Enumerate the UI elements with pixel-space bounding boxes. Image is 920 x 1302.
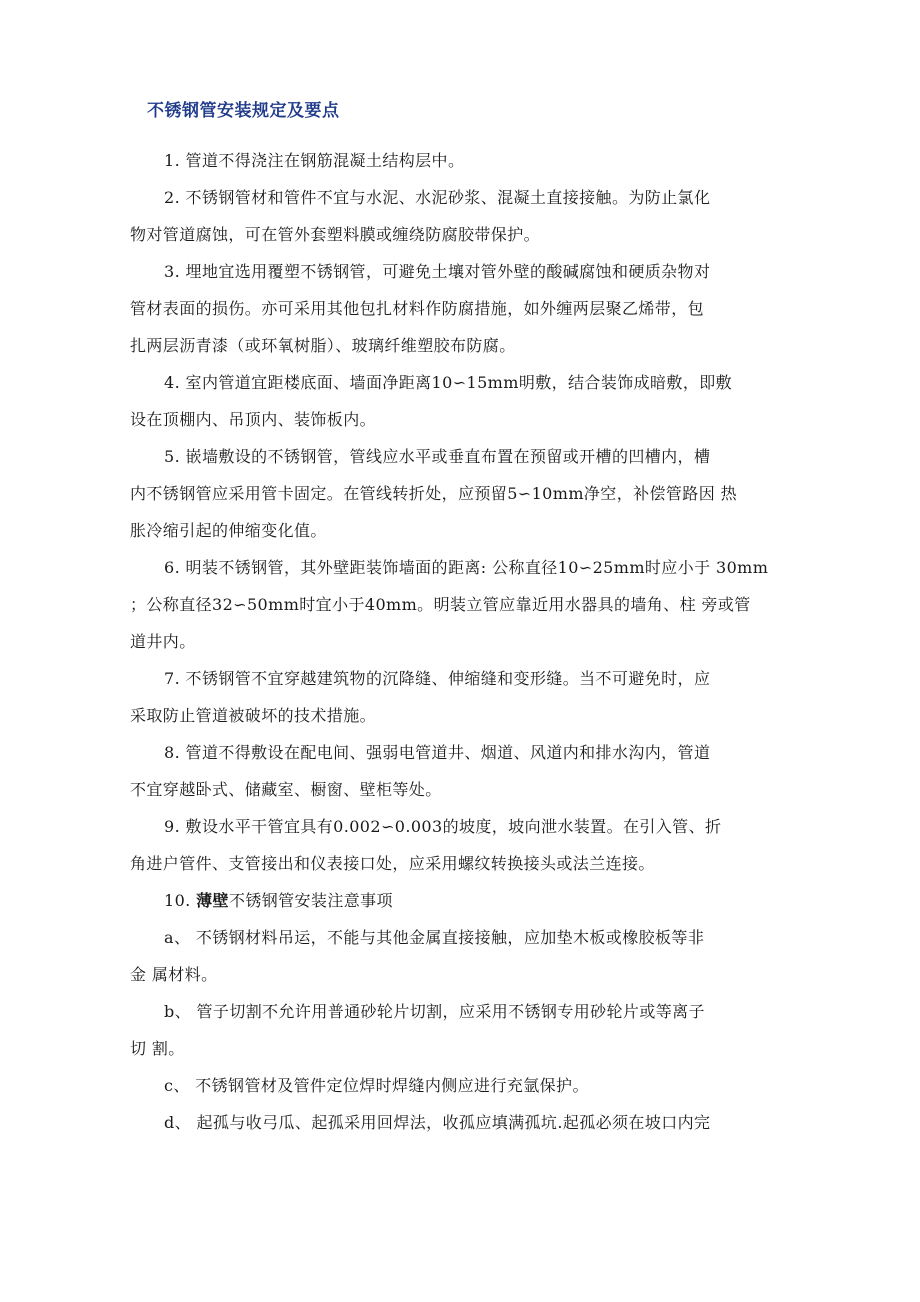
paragraph-line: a、 不锈钢材料吊运，不能与其他金属直接接触，应加垫木板或橡胶板等非: [164, 928, 705, 947]
paragraph-line: 2. 不锈钢管材和管件不宜与水泥、水泥砂浆、混凝土直接接触。为防止氯化: [164, 188, 711, 207]
paragraph-line: c、 不锈钢管材及管件定位焊时焊缝内侧应进行充氩保护。: [164, 1076, 589, 1095]
paragraph-line: 6. 明装不锈钢管，其外壁距装饰墙面的距离: 公称直径10∽25mm时应小于 30mm: [164, 558, 769, 577]
paragraph-line: 管材表面的损伤。亦可采用其他包扎材料作防腐措施，如外缠两层聚乙烯带，包: [130, 299, 705, 318]
item-10-bold-word: 薄壁: [196, 891, 229, 910]
paragraph-line: d、 起孤与收弓瓜、起孤采用回焊法，收孤应填满孤坑.起孤必须在坡口内完: [164, 1113, 711, 1132]
paragraph-line: 3. 埋地宜选用覆塑不锈钢管，可避免土壤对管外壁的酸碱腐蚀和硬质杂物对: [164, 262, 711, 281]
paragraph-line: 不宜穿越卧式、储藏室、橱窗、壁柜等处。: [130, 780, 442, 799]
paragraph-line: 切 割。: [130, 1039, 185, 1058]
paragraph-line: ；公称直径32∽50mm时宜小于40mm。明装立管应靠近用水器具的墙角、柱 旁或管: [130, 595, 751, 614]
paragraph-line: 角进户管件、支管接出和仪表接口处，应采用螺纹转换接头或法兰连接。: [130, 854, 655, 873]
paragraph-line: 1. 管道不得浇注在钢筋混凝土结构层中。: [164, 151, 465, 170]
paragraph-line: 4. 室内管道宜距楼底面、墙面净距离10∽15mm明敷，结合装饰成暗敷，即敷: [164, 373, 733, 392]
paragraph-line: 金 属材料。: [130, 965, 218, 984]
paragraph-line: 8. 管道不得敷设在配电间、强弱电管道井、烟道、风道内和排水沟内，管道: [164, 743, 711, 762]
paragraph-line: 道井内。: [130, 632, 196, 651]
document-title: 不锈钢管安装规定及要点: [147, 101, 340, 121]
paragraph-line: 胀冷缩引起的伸缩变化值。: [130, 521, 327, 540]
paragraph-line: 采取防止管道被破坏的技术措施。: [130, 706, 377, 725]
paragraph-line: b、 管子切割不允许用普通砂轮片切割，应采用不锈钢专用砂轮片或等离子: [164, 1002, 705, 1021]
item-10-heading: [164, 891, 393, 911]
paragraph-line: 物对管道腐蚀，可在管外套塑料膜或缠绕防腐胶带保护。: [130, 225, 541, 244]
paragraph-line: 7. 不锈钢管不宜穿越建筑物的沉降缝、伸缩缝和变形缝。当不可避免时，应: [164, 669, 711, 688]
paragraph-line: 9. 敷设水平干管宜具有0.002∽0.003的坡度，坡向泄水装置。在引入管、折: [164, 817, 722, 836]
paragraph-line: 扎两层沥青漆（或环氧树脂）、玻璃纤维塑胶布防腐。: [130, 336, 516, 355]
item-10-number: 10.: [164, 891, 197, 910]
paragraph-line: 5. 嵌墙敷设的不锈钢管，管线应水平或垂直布置在预留或开槽的凹槽内，槽: [164, 447, 711, 466]
paragraph-line: 内不锈钢管应采用管卡固定。在管线转折处，应预留5∽10mm净空，补偿管路因 热: [130, 484, 737, 503]
paragraph-line: 设在顶棚内、吊顶内、装饰板内。: [130, 410, 377, 429]
item-10-text: 不锈钢管安装注意事项: [228, 891, 393, 910]
